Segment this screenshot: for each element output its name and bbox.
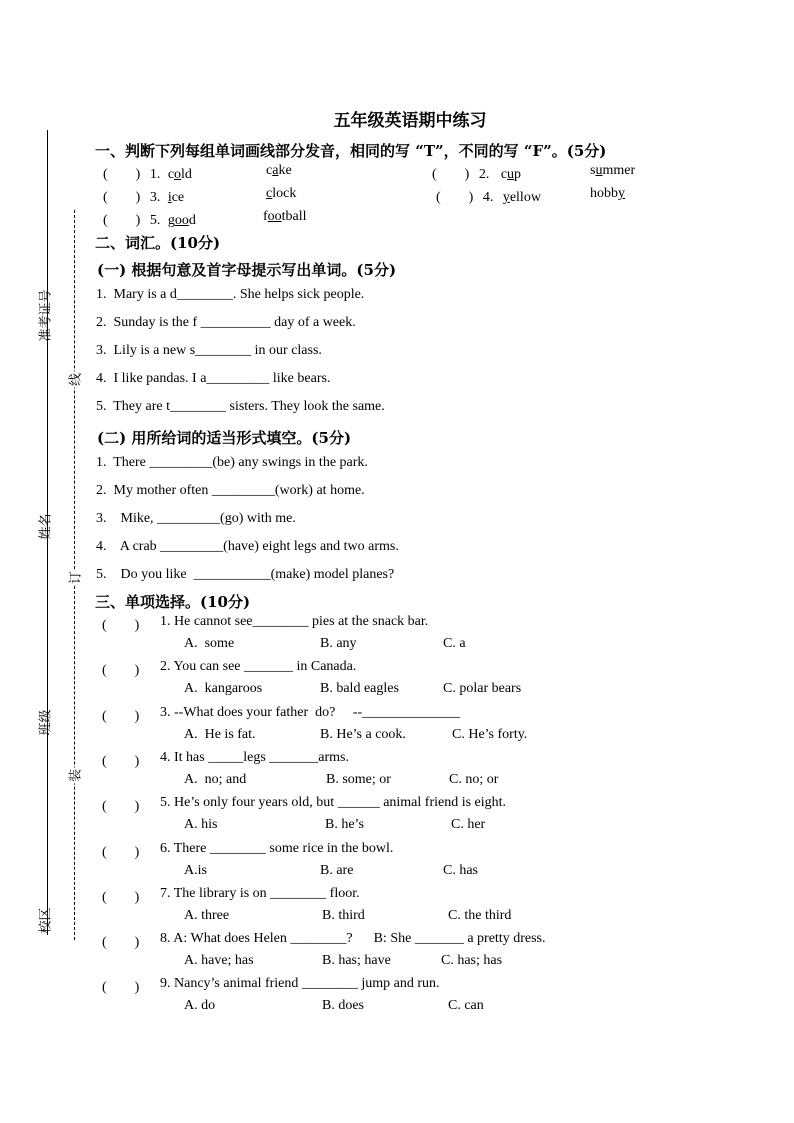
campus-label: 校区: [38, 907, 54, 934]
option-b[interactable]: B. has; have: [322, 953, 391, 968]
option-b[interactable]: B. some; or: [326, 772, 391, 787]
option-b[interactable]: B. third: [322, 908, 365, 923]
s1-item-4: ( ) 4. yellow: [436, 190, 541, 205]
option-c[interactable]: C. can: [448, 998, 484, 1013]
s2-sub2-line: 3. Mike, _________(go) with me.: [96, 511, 296, 526]
option-c[interactable]: C. has; has: [441, 953, 503, 968]
s2-sub1-line: 2. Sunday is the f __________ day of a week.: [96, 315, 356, 330]
option-a[interactable]: A. kangaroos: [184, 681, 263, 696]
s1-item-3-word2: clock: [266, 186, 297, 201]
section-2-sub2-heading: (二) 用所给词的适当形式填空。(5分): [97, 429, 352, 447]
option-c[interactable]: C. polar bears: [443, 681, 522, 696]
option-a[interactable]: A. have; has: [184, 953, 254, 968]
option-a[interactable]: A. He is fat.: [184, 727, 256, 742]
s1-item-4-word2: hobby: [590, 186, 625, 201]
option-b[interactable]: B. any: [320, 636, 357, 651]
s1-item-2: ( ) 2. cup: [432, 167, 522, 182]
question-text: 4. It has _____legs _______arms.: [160, 750, 349, 765]
option-a[interactable]: A. do: [184, 998, 216, 1013]
answer-blank[interactable]: ( ): [103, 213, 141, 228]
s2-sub1-line: 1. Mary is a d________. She helps sick people.: [96, 287, 365, 302]
answer-blank[interactable]: ( ): [102, 754, 140, 769]
option-b[interactable]: B. he’s: [325, 817, 364, 832]
s1-item-2-word2: summer: [590, 163, 636, 178]
binding-mark-bind: 装: [65, 768, 84, 784]
answer-blank[interactable]: ( ): [102, 890, 140, 905]
question-text: 3. --What does your father do? --______________: [160, 705, 461, 720]
option-c[interactable]: C. no; or: [449, 772, 499, 787]
option-b[interactable]: B. He’s a cook.: [320, 727, 406, 742]
option-c[interactable]: C. has: [443, 863, 478, 878]
s2-sub2-line: 2. My mother often _________(work) at home.: [96, 483, 365, 498]
s1-item-1: ( ) 1. cold: [103, 167, 192, 182]
s1-item-5-word2: football: [263, 209, 307, 224]
answer-blank[interactable]: ( ): [432, 167, 470, 182]
answer-blank[interactable]: ( ): [102, 618, 140, 633]
s2-sub2-line: 1. There _________(be) any swings in the park.: [96, 455, 368, 470]
answer-blank[interactable]: ( ): [102, 663, 140, 678]
answer-blank[interactable]: ( ): [102, 935, 140, 950]
binding-mark-line: 线: [65, 372, 84, 388]
question-text: 5. He’s only four years old, but ______ animal friend is eight.: [160, 795, 507, 810]
s2-sub2-line: 4. A crab _________(have) eight legs and two arms.: [96, 539, 399, 554]
s1-item-5: ( ) 5. good: [103, 213, 196, 228]
s1-item-1-word2: cake: [266, 163, 292, 178]
option-b[interactable]: B. bald eagles: [320, 681, 399, 696]
option-a[interactable]: A. some: [184, 636, 235, 651]
s2-sub2-line: 5. Do you like ___________(make) model planes?: [96, 567, 395, 582]
s2-sub1-line: 4. I like pandas. I a_________ like bears.: [96, 371, 331, 386]
s2-sub1-line: 5. They are t________ sisters. They look the same.: [96, 399, 385, 414]
question-text: 8. A: What does Helen ________? B: She _______ a pretty dress.: [160, 931, 546, 946]
s1-item-3: ( ) 3. ice: [103, 190, 185, 205]
word: cold: [167, 167, 192, 182]
answer-blank[interactable]: ( ): [103, 190, 141, 205]
option-c[interactable]: C. the third: [448, 908, 512, 923]
binding-mark-staple: 订: [65, 570, 84, 586]
question-text: 6. There ________ some rice in the bowl.: [160, 841, 394, 856]
answer-blank[interactable]: ( ): [102, 980, 140, 995]
class-label: 班级: [38, 709, 54, 736]
answer-blank[interactable]: ( ): [436, 190, 474, 205]
section-2-sub1-heading: (一) 根据句意及首字母提示写出单词。(5分): [97, 261, 397, 279]
option-c[interactable]: C. He’s forty.: [452, 727, 528, 742]
name-label: 姓名: [38, 513, 54, 540]
exam-number-label: 准考证号: [38, 289, 54, 342]
option-a[interactable]: A. three: [184, 908, 230, 923]
question-text: 7. The library is on ________ floor.: [160, 886, 360, 901]
option-a[interactable]: A. no; and: [184, 772, 247, 787]
section-3-heading: 三、单项选择。(10分): [95, 593, 251, 611]
section-1-heading: 一、判断下列每组单词画线部分发音，相同的写 “T”，不同的写 “F”。(5分): [95, 142, 607, 160]
answer-blank[interactable]: ( ): [102, 845, 140, 860]
option-b[interactable]: B. are: [320, 863, 354, 878]
option-b[interactable]: B. does: [322, 998, 364, 1013]
answer-blank[interactable]: ( ): [103, 167, 141, 182]
answer-blank[interactable]: ( ): [102, 709, 140, 724]
page-title: 五年级英语期中练习: [333, 111, 487, 131]
question-text: 1. He cannot see________ pies at the snack bar.: [160, 614, 429, 629]
option-a[interactable]: A.is: [184, 863, 207, 878]
answer-blank[interactable]: ( ): [102, 799, 140, 814]
section-2-heading: 二、词汇。(10分): [95, 234, 221, 252]
question-text: 2. You can see _______ in Canada.: [160, 659, 357, 674]
s2-sub1-line: 3. Lily is a new s________ in our class.: [96, 343, 322, 358]
option-a[interactable]: A. his: [184, 817, 218, 832]
option-c[interactable]: C. her: [451, 817, 486, 832]
question-text: 9. Nancy’s animal friend ________ jump and run.: [160, 976, 440, 991]
option-c[interactable]: C. a: [443, 636, 466, 651]
